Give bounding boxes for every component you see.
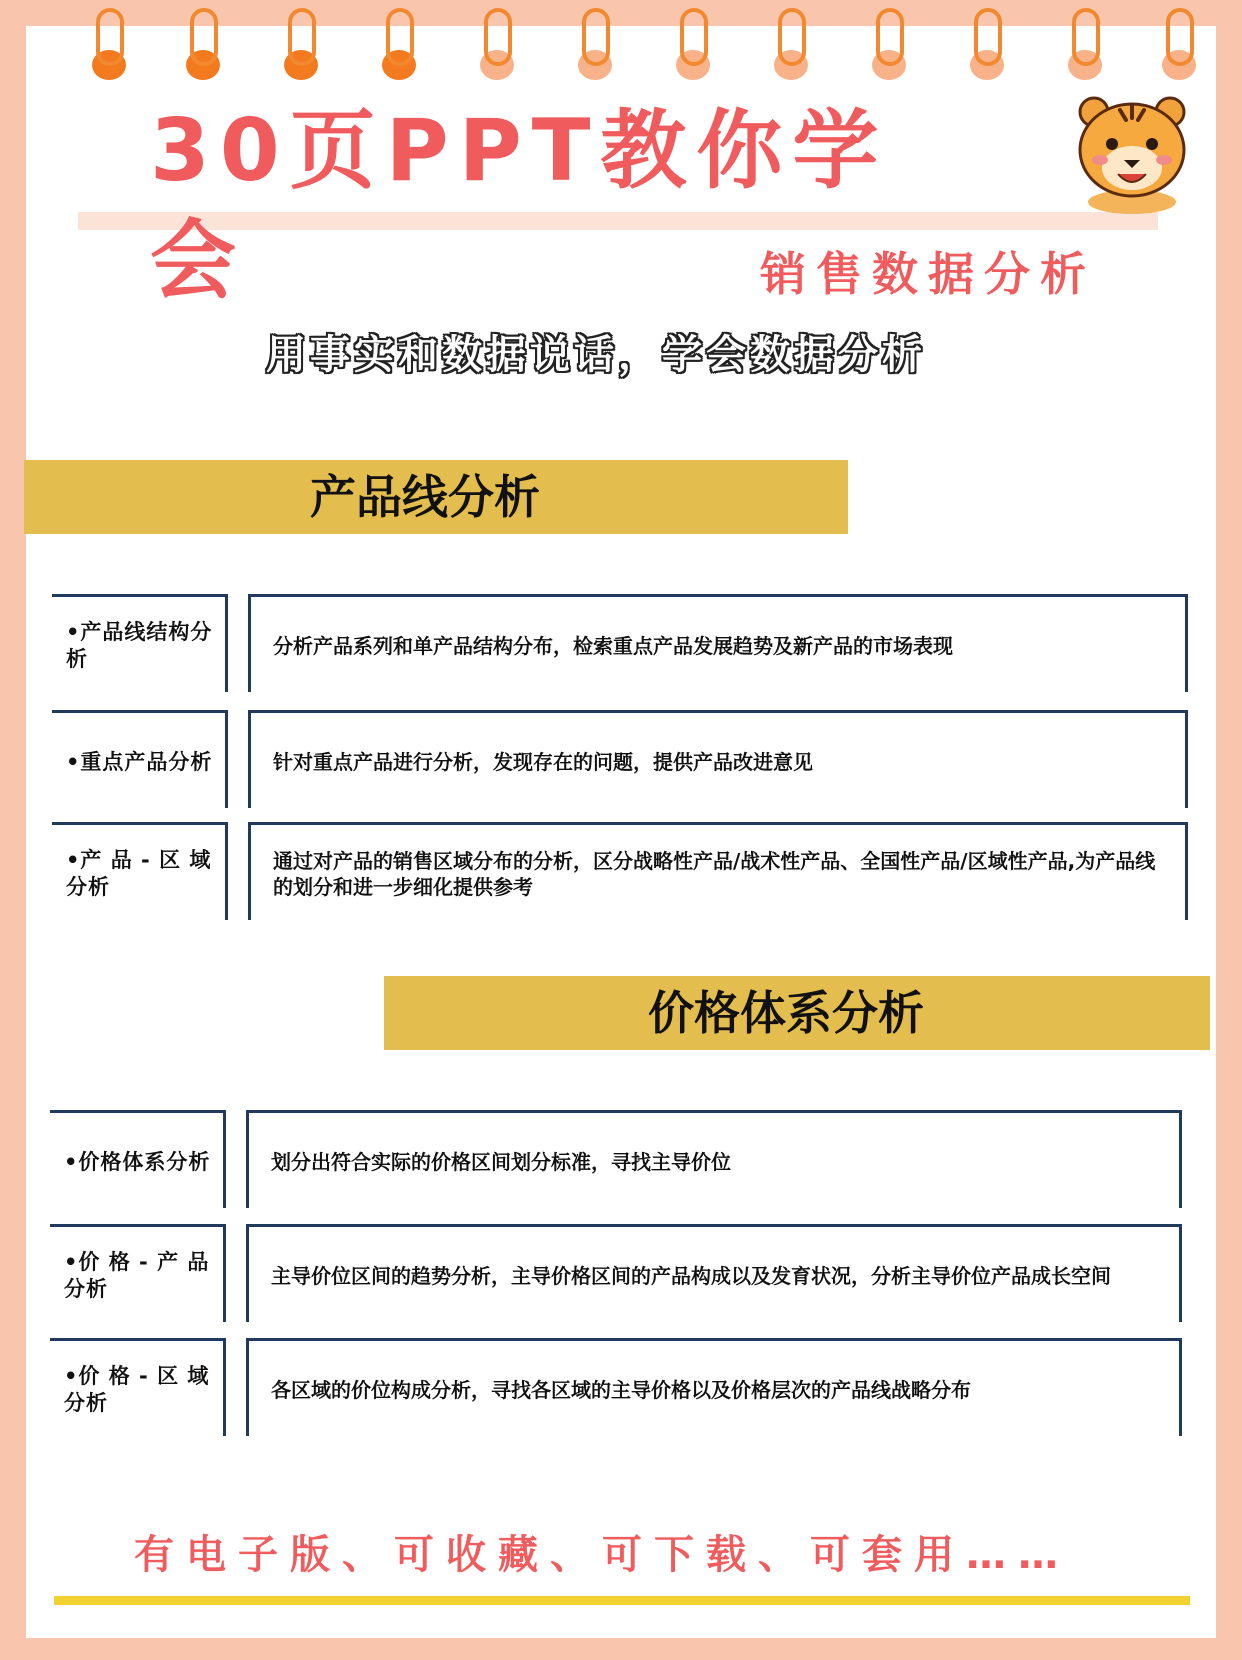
row-label: •价格体系分析 (64, 1149, 211, 1174)
section-heading-band (384, 976, 1210, 1050)
row-desc: 通过对产品的销售区域分布的分析，区分战略性产品/战术性产品、全国性产品/区域性产品,为产品线的划分和进一步细化提供参考 (273, 849, 1156, 899)
ring-icon (484, 8, 510, 70)
row-label: •价 格 - 区 域 分析 (64, 1364, 210, 1415)
row-label: •产 品 - 区 域 分析 (66, 848, 212, 899)
row-label-cell (50, 1224, 226, 1322)
notebook-rings (0, 0, 1242, 90)
ring-icon (778, 8, 804, 70)
subtitle: 销售数据分析 (760, 247, 1096, 301)
row-desc: 针对重点产品进行分析，发现存在的问题，提供产品改进意见 (273, 750, 813, 774)
ring-icon (190, 8, 216, 70)
table-row (52, 710, 1188, 808)
ring-icon (288, 8, 314, 70)
row-label-cell (52, 822, 228, 920)
row-desc: 划分出符合实际的价格区间划分标准，寻找主导价位 (271, 1150, 731, 1174)
row-desc-cell (248, 594, 1188, 692)
table-row (50, 1110, 1182, 1208)
row-desc-cell (246, 1110, 1182, 1208)
row-desc: 分析产品系列和单产品结构分布，检索重点产品发展趋势及新产品的市场表现 (273, 634, 953, 658)
ring-icon (876, 8, 902, 70)
section-heading: 价格体系分析 (648, 986, 924, 1040)
row-desc: 各区域的价位构成分析，寻找各区域的主导价格以及价格层次的产品线战略分布 (271, 1378, 971, 1402)
row-desc-cell (246, 1338, 1182, 1436)
table-row (52, 822, 1188, 920)
table-row (50, 1338, 1182, 1436)
ring-icon (1072, 8, 1098, 70)
table-row (52, 594, 1188, 692)
row-label-cell (52, 594, 228, 692)
row-label: •产品线结构分析 (66, 620, 213, 671)
ring-icon (582, 8, 608, 70)
table-row (50, 1224, 1182, 1322)
ring-icon (96, 8, 122, 70)
ring-icon (1166, 8, 1192, 70)
row-desc-cell (248, 822, 1188, 920)
tiger-mascot-icon (1068, 86, 1196, 214)
row-label-cell (52, 710, 228, 808)
ring-icon (680, 8, 706, 70)
footer-underline (54, 1596, 1190, 1605)
ring-icon (974, 8, 1000, 70)
row-desc: 主导价位区间的趋势分析，主导价格区间的产品构成以及发育状况，分析主导价位产品成长空间 (271, 1264, 1111, 1288)
tagline: 用事实和数据说话，学会数据分析 (266, 332, 926, 378)
row-label-cell (50, 1338, 226, 1436)
section-heading-band (24, 460, 848, 534)
footer-text: 有电子版、可收藏、可下载、可套用…… (134, 1532, 1070, 1578)
row-label-cell (50, 1110, 226, 1208)
row-label: •价 格 - 产 品 分析 (64, 1250, 210, 1301)
section-heading: 产品线分析 (310, 470, 540, 524)
page-title: 30页PPT教你学会 (150, 101, 889, 311)
row-desc-cell (246, 1224, 1182, 1322)
ring-icon (386, 8, 412, 70)
row-desc-cell (248, 710, 1188, 808)
row-label: •重点产品分析 (66, 749, 213, 774)
